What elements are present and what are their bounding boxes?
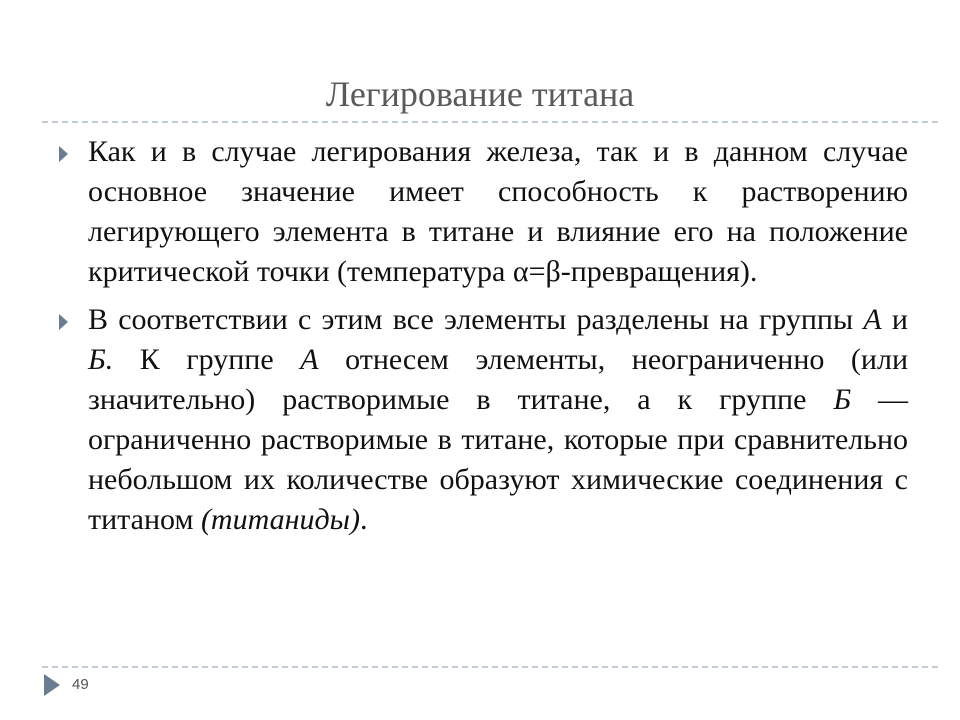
title-divider <box>42 121 938 123</box>
triangle-bullet-icon <box>59 146 68 162</box>
bullet-text-run: и <box>881 303 908 336</box>
bullet-item <box>56 132 908 292</box>
bullet-text-run: отнесем элементы, неограниченно (или значительно) растворимые в титане, а к группе <box>88 343 908 416</box>
bullet-text <box>88 300 908 540</box>
footer-triangle-icon <box>44 674 60 696</box>
bullet-text <box>88 132 908 292</box>
bullet-text-run: В соответствии с этим все элементы разделены на группы <box>88 303 864 336</box>
group-a-label: А <box>300 343 319 376</box>
slide-title: Легирование титана <box>325 74 635 114</box>
titanides-term: (титаниды) <box>200 503 360 536</box>
triangle-bullet-icon <box>59 314 68 330</box>
group-a-label: А <box>863 303 882 336</box>
bullet-list <box>56 132 908 548</box>
bullet-text-run: — ограниченно растворимые в титане, которые при сравнительно небольшом их количестве образуют химические соединения с титаном <box>88 383 909 536</box>
bullet-text-run: . <box>360 503 368 536</box>
group-b-label: Б <box>833 383 852 416</box>
footer-divider <box>42 666 938 668</box>
group-b-label: Б. <box>88 343 114 376</box>
bullet-text-run: Как и в случае легирования железа, так и в данном случае основное значение имеет способность к растворению легирующего элемента в титане и влияние его на положение критической точки (температура α=β-превращения). <box>88 135 908 288</box>
bullet-text-run: К группе <box>113 343 301 376</box>
bullet-item <box>56 300 908 540</box>
page-number: 49 <box>72 676 89 693</box>
